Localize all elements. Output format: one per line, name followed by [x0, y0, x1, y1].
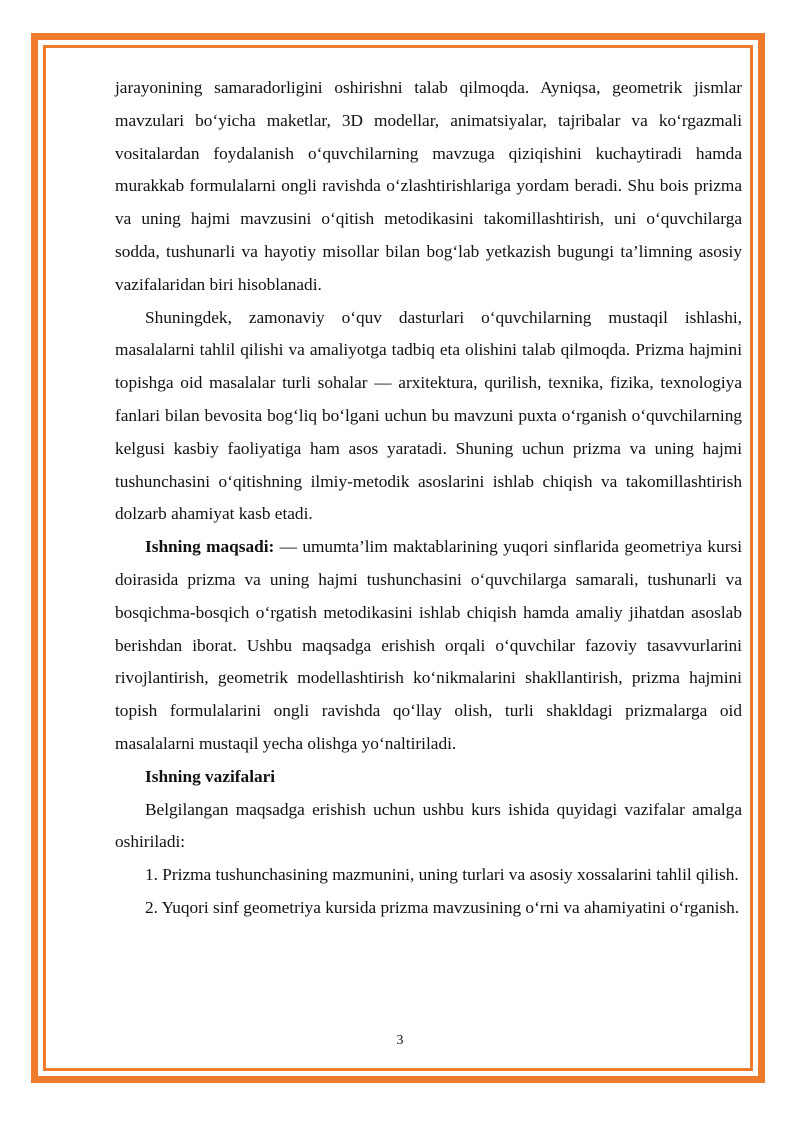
document-body — [115, 72, 742, 925]
goal-text: — umumta’lim maktablarining yuqori sinflarida geometriya kursi doirasida prizma va uning hajmi tushunchasini o‘quvchilarga samarali, tushunarli va bosqichma-bosqich o‘rgatish metodikasini ishlab chiqish hamda amaliy jihatdan asoslab berishdan iborat. Ushbu maqsadga erishish orqali o‘quvchilar fazoviy tasavvurlarini rivojlantirish, geometrik modellashtirish ko‘nikmalarini shakllantirish, prizma hajmini topish formulalarini ongli ravishda qo‘llay olish, turli shakldagi prizmalarga oid masalalarni mustaqil yecha olishga yo‘naltiriladi. — [115, 537, 742, 753]
paragraph-continuation: jarayonining samaradorligini oshirishni talab qilmoqda. Ayniqsa, geometrik jismlar mavzulari bo‘yicha maketlar, 3D modellar, animatsiyalar, tajribalar va ko‘rgazmali vositalardan foydalanish o‘quvchilarning mavzuga qiziqishini kuchaytiradi hamda murakkab formulalarni ongli ravishda o‘zlashtirishlariga yordam beradi. Shu bois prizma va uning hajmi mavzusini o‘qitish metodikasini takomillashtirish, uni o‘quvchilarga sodda, tushunarli va hayotiy misollar bilan bog‘lab yetkazish bugungi ta’limning asosiy vazifalaridan biri hisoblanadi. — [115, 78, 742, 294]
tasks-heading-text: Ishning vazifalari — [145, 766, 276, 786]
task-item-2: 2. Yuqori sinf geometriya kursida prizma mavzusining o‘rni va ahamiyatini o‘rganish. — [145, 897, 740, 917]
tasks-heading — [115, 761, 742, 794]
page-number: 3 — [396, 1033, 404, 1048]
paragraph-shuningdek: Shuningdek, zamonaviy o‘quv dasturlari o‘quvchilarning mustaqil ishlashi, masalalarni tahlil qilishi va amaliyotga tadbiq eta olishini talab qilmoqda. Prizma hajmini topishga oid masalalar turli sohalar — arxitektura, qurilish, texnika, fizika, texnologiya fanlari bilan bevosita bog‘liq bo‘lgani uchun bu mavzuni puxta o‘rganish o‘quvchilarning kelgusi kasbiy faoliyatiga ham asos yaratadi. Shuning uchun prizma va uning hajmi tushunchasini o‘qitishning ilmiy-metodik asoslarini ishlab chiqish va takomillashtirish dolzarb ahamiyat kasb etadi. — [115, 307, 742, 524]
paragraph-goal — [115, 531, 742, 761]
task-item-1: 1. Prizma tushunchasining mazmunini, uning turlari va asosiy xossalarini tahlil qilish. — [145, 865, 739, 885]
goal-label: Ishning maqsadi: — [145, 537, 275, 557]
paragraph-tasks-intro: Belgilangan maqsadga erishish uchun ushbu kurs ishida quyidagi vazifalar amalga oshiriladi: — [115, 799, 742, 852]
